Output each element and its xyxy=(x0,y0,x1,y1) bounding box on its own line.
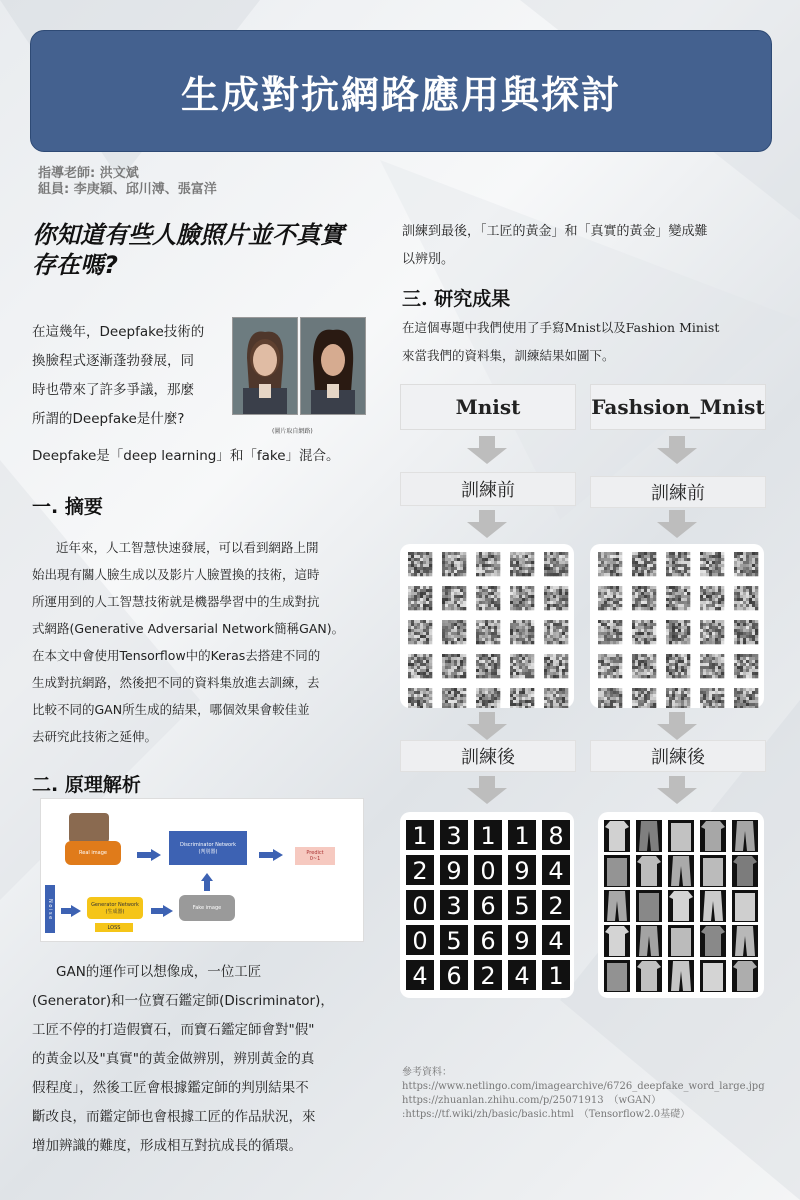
digit-sample-label: 6 xyxy=(480,892,496,920)
principle-line: 假程度」，然後工匠會根據鑑定師的判別結果不 xyxy=(32,1080,309,1096)
intro-question: 你知道有些人臉照片並不真實存在嗎? xyxy=(32,221,344,279)
fashion-item-shape xyxy=(735,893,755,921)
digit-sample-label: 1 xyxy=(548,962,564,990)
reference-link[interactable]: https://www.netlingo.com/imagearchive/6726_deepfake_word_large.jpg xyxy=(402,1081,765,1092)
arrow-down-icon xyxy=(657,510,697,538)
noise-sample xyxy=(476,688,500,708)
noise-sample xyxy=(442,552,466,576)
poster-title: 生成對抗網路應用與探討 xyxy=(180,72,621,117)
digit-sample-label: 9 xyxy=(446,857,462,885)
principle-line: GAN的運作可以想像成，一位工匠 xyxy=(56,964,262,980)
mnist-generated-grid xyxy=(400,812,574,998)
digit-sample-label: 9 xyxy=(514,927,530,955)
arrow-up-icon xyxy=(201,873,213,891)
references-label: 參考資料： xyxy=(402,1067,452,1078)
fashion-item-shape xyxy=(607,963,627,991)
intro-last-line: Deepfake是「deep learning」和「fake」混合。 xyxy=(32,448,340,464)
noise-sample xyxy=(408,586,432,610)
digit-sample-label: 1 xyxy=(412,822,428,850)
digit-sample-label: 0 xyxy=(480,857,496,885)
noise-sample xyxy=(700,688,724,708)
noise-sample xyxy=(476,552,500,576)
noise-sample xyxy=(442,620,466,644)
digit-sample-label: 5 xyxy=(514,892,530,920)
noise-sample xyxy=(734,586,758,610)
noise-sample xyxy=(666,586,690,610)
principle-heading: 二. 原理解析 xyxy=(32,774,141,796)
fake-image-box: Fake image xyxy=(179,895,235,921)
right-intro-line: 以辨別。 xyxy=(402,252,455,267)
results-text xyxy=(402,314,772,370)
digit-sample-label: 0 xyxy=(412,892,428,920)
abstract-heading: 一. 摘要 xyxy=(32,496,103,518)
arrow-right-icon xyxy=(61,905,81,917)
mnist-before-label: 訓練前 xyxy=(400,472,576,506)
noise-sample xyxy=(544,586,568,610)
abstract-line: 式網路(Generative Adversarial Network簡稱GAN)。 xyxy=(32,621,345,636)
fashion-item-shape xyxy=(703,858,723,886)
reference-link[interactable]: :https://tf.wiki/zh/basic/basic.html （Tensorflow2.0基礎） xyxy=(402,1109,691,1120)
noise-sample xyxy=(700,620,724,644)
abstract-line: 始出現有關人臉生成以及影片人臉置換的技術，這時 xyxy=(32,567,320,582)
digit-sample-label: 4 xyxy=(514,962,530,990)
abstract-line: 近年來，人工智慧快速發展，可以看到網路上開 xyxy=(56,540,319,555)
fashion-item-shape xyxy=(671,928,691,956)
fashion-after-label: 訓練後 xyxy=(590,740,766,772)
noise-sample xyxy=(544,552,568,576)
noise-sample xyxy=(408,552,432,576)
noise-sample xyxy=(632,688,656,708)
loss-box: LOSS xyxy=(95,923,133,932)
authors-block xyxy=(38,166,217,198)
discriminator-box: Discriminator Network (判別器) xyxy=(169,831,247,865)
results-line: 在這個專題中我們使用了手寫Mnist以及Fashion Minist xyxy=(402,320,720,335)
gan-diagram xyxy=(40,798,364,942)
noise-sample xyxy=(666,620,690,644)
digit-sample-label: 6 xyxy=(480,927,496,955)
intro-text xyxy=(32,318,232,434)
arrow-down-icon xyxy=(467,436,507,464)
principle-line: 的黃金以及"真實"的黃金做辨別，辨別黃金的真 xyxy=(32,1051,315,1067)
digit-sample-label: 6 xyxy=(446,962,462,990)
noise-sample xyxy=(510,620,534,644)
fashion-item-shape xyxy=(703,963,723,991)
digit-sample-label: 2 xyxy=(548,892,564,920)
fashion-noise-grid xyxy=(590,544,764,708)
noise-sample xyxy=(476,620,500,644)
abstract-line: 生成對抗網路，然後把不同的資料集放進去訓練，去 xyxy=(32,675,320,690)
principle-line: (Generator)和一位寶石鑑定師(Discriminator)， xyxy=(32,993,334,1009)
intro-line: 在這幾年，Deepfake技術的 xyxy=(32,324,205,340)
digit-sample-label: 4 xyxy=(548,857,564,885)
arrow-down-icon xyxy=(657,436,697,464)
noise-sample xyxy=(734,620,758,644)
noise-sample xyxy=(476,586,500,610)
arrow-right-icon xyxy=(137,849,161,861)
mnist-column-header: Mnist xyxy=(400,384,576,430)
principle-line: 增加辨識的難度，形成相互對抗成長的循環。 xyxy=(32,1138,302,1154)
results-line: 來當我們的資料集，訓練結果如圖下。 xyxy=(402,348,615,363)
noise-sample xyxy=(598,654,622,678)
principle-line: 工匠不停的打造假寶石，而寶石鑑定師會對"假" xyxy=(32,1022,315,1038)
fashion-generated-grid xyxy=(598,812,764,998)
noise-sample xyxy=(666,688,690,708)
abstract-line: 去研究此技術之延伸。 xyxy=(32,729,158,744)
mnist-noise-grid xyxy=(400,544,574,708)
principle-line: 斷改良，而鑑定師也會根據工匠的作品狀況，來 xyxy=(32,1109,316,1125)
right-intro-text xyxy=(402,218,772,274)
noise-sample xyxy=(632,620,656,644)
digit-sample-label: 1 xyxy=(514,822,530,850)
advisor: 指導老師: 洪文斌 xyxy=(38,166,139,181)
noise-sample xyxy=(510,654,534,678)
noise-sample xyxy=(442,654,466,678)
fashion-item-shape xyxy=(671,823,691,851)
deepfake-face-image-original xyxy=(232,317,298,415)
noise-sample xyxy=(598,620,622,644)
noise-box: N o i s e xyxy=(45,885,55,933)
fashion-before-label: 訓練前 xyxy=(590,476,766,508)
abstract-line: 比較不同的GAN所生成的結果，哪個效果會較佳並 xyxy=(32,702,310,717)
noise-sample xyxy=(544,620,568,644)
noise-sample xyxy=(544,654,568,678)
noise-sample xyxy=(476,654,500,678)
noise-sample xyxy=(544,688,568,708)
digit-sample-label: 4 xyxy=(548,927,564,955)
references xyxy=(402,1066,765,1122)
noise-sample xyxy=(510,688,534,708)
noise-sample xyxy=(598,552,622,576)
real-image-avatar xyxy=(69,813,109,843)
noise-sample xyxy=(700,586,724,610)
noise-sample xyxy=(632,586,656,610)
arrow-right-icon xyxy=(151,905,173,917)
predict-box: Predict 0~1 xyxy=(295,847,335,865)
noise-sample xyxy=(734,688,758,708)
abstract-line: 在本文中會使用Tensorflow中的Keras去搭建不同的 xyxy=(32,648,321,663)
noise-sample xyxy=(510,552,534,576)
image-caption: (圖片取自網路) xyxy=(272,428,313,435)
fashion-item-shape xyxy=(607,858,627,886)
fashion-column-header: Fashsion_Mnist xyxy=(590,384,766,430)
noise-sample xyxy=(598,586,622,610)
noise-sample xyxy=(510,586,534,610)
abstract-line: 所運用到的人工智慧技術就是機器學習中的生成對抗 xyxy=(32,594,320,609)
fashion-item-shape xyxy=(639,893,659,921)
noise-sample xyxy=(442,688,466,708)
noise-sample xyxy=(598,688,622,708)
principle-text xyxy=(32,958,372,1161)
noise-sample xyxy=(734,654,758,678)
noise-sample xyxy=(734,552,758,576)
intro-line: 換臉程式逐漸蓬勃發展，同 xyxy=(32,353,194,369)
noise-sample xyxy=(442,586,466,610)
digit-sample-label: 1 xyxy=(480,822,496,850)
intro-line: 時也帶來了許多爭議，那麼 xyxy=(32,382,194,398)
digit-sample-label: 2 xyxy=(412,857,428,885)
digit-sample-label: 3 xyxy=(446,892,462,920)
arrow-right-icon xyxy=(259,849,283,861)
right-intro-line: 訓練到最後，「工匠的黃金」和「真實的黃金」變成難 xyxy=(402,224,708,239)
digit-sample-label: 2 xyxy=(480,962,496,990)
digit-sample-label: 0 xyxy=(412,927,428,955)
arrow-down-icon xyxy=(657,712,697,740)
digit-sample-label: 9 xyxy=(514,857,530,885)
intro-line: 所謂的Deepfake是什麼? xyxy=(32,411,185,427)
digit-sample-label: 8 xyxy=(548,822,564,850)
deepfake-face-image-swapped xyxy=(300,317,366,415)
reference-link[interactable]: https://zhuanlan.zhihu.com/p/25071913 （wGAN） xyxy=(402,1095,662,1106)
arrow-down-icon xyxy=(657,776,697,804)
arrow-down-icon xyxy=(467,510,507,538)
noise-sample xyxy=(700,552,724,576)
arrow-down-icon xyxy=(467,776,507,804)
noise-sample xyxy=(408,654,432,678)
noise-sample xyxy=(408,620,432,644)
generator-box: Generator Network (生成器) xyxy=(87,897,143,919)
noise-sample xyxy=(632,552,656,576)
digit-sample-label: 5 xyxy=(446,927,462,955)
noise-sample xyxy=(700,654,724,678)
noise-sample xyxy=(666,654,690,678)
results-heading: 三. 研究成果 xyxy=(402,288,511,310)
noise-sample xyxy=(632,654,656,678)
real-image-box: Real image xyxy=(65,841,121,865)
title-banner xyxy=(30,30,772,152)
members: 組員: 李庚穎、邱川溥、張富洋 xyxy=(38,182,217,197)
digit-sample-label: 3 xyxy=(446,822,462,850)
arrow-down-icon xyxy=(467,712,507,740)
noise-sample xyxy=(666,552,690,576)
mnist-after-label: 訓練後 xyxy=(400,740,576,772)
noise-sample xyxy=(408,688,432,708)
digit-sample-label: 4 xyxy=(412,962,428,990)
abstract-text xyxy=(32,534,367,750)
